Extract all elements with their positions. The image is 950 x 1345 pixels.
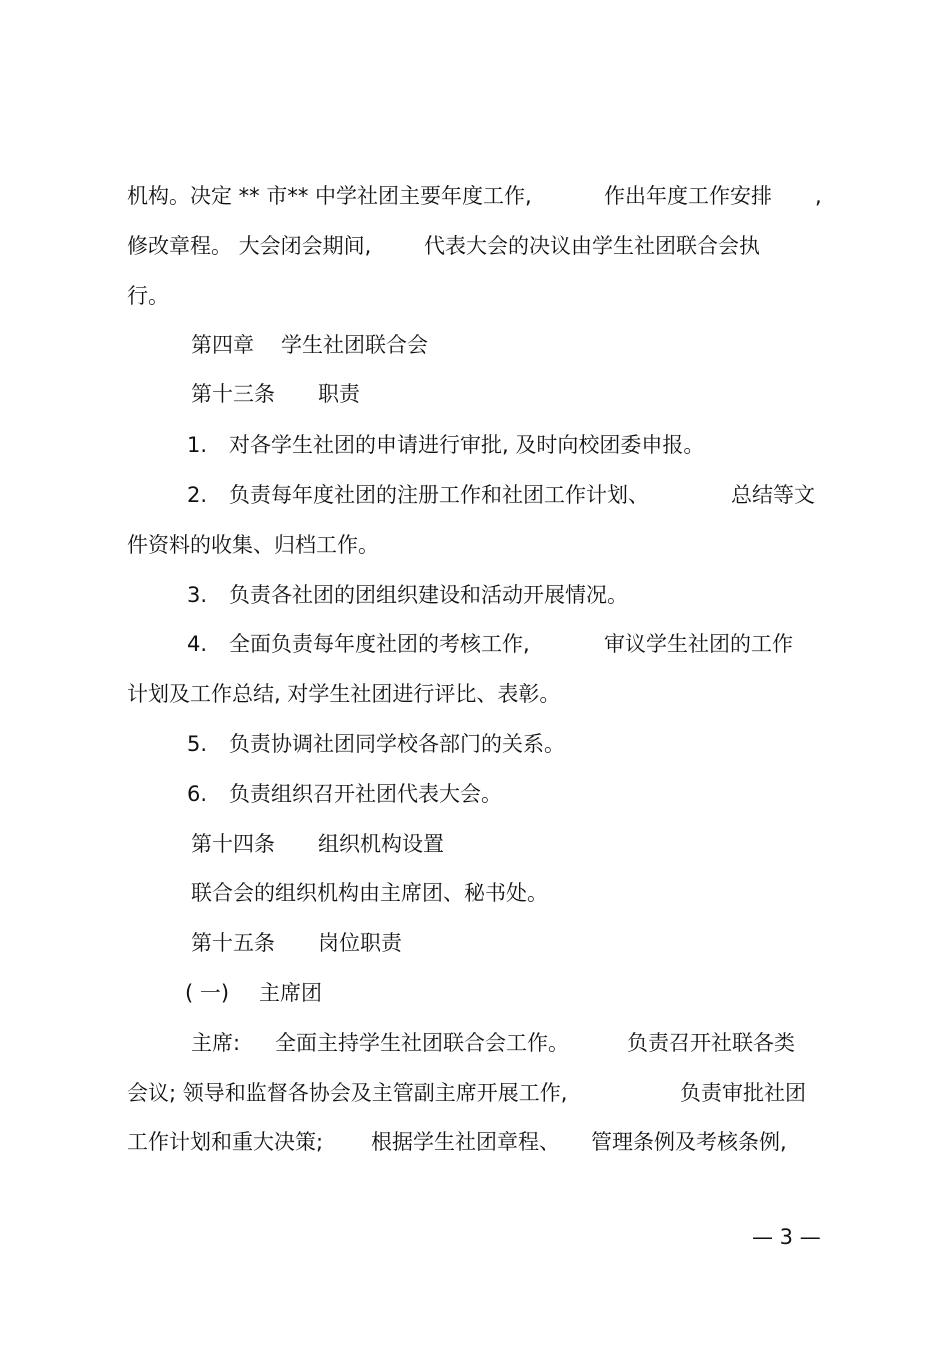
text-segment: 管理条例及考核条例, bbox=[591, 1130, 787, 1154]
text-segment: 负责组织召开社团代表大会。 bbox=[229, 782, 502, 806]
list-number: 6. bbox=[187, 782, 208, 806]
text-segment: 主席: bbox=[191, 1031, 241, 1055]
text-segment: 联合会的组织机构由主席团、秘书处。 bbox=[191, 881, 548, 905]
list-number: 5. bbox=[187, 732, 208, 756]
list-item bbox=[0, 629, 950, 659]
chapter-heading bbox=[0, 330, 950, 360]
text-line bbox=[0, 878, 950, 908]
article-number: 第十三条 bbox=[191, 382, 275, 406]
list-number: 1. bbox=[187, 433, 208, 457]
text-line bbox=[0, 679, 950, 709]
chapter-title: 学生社团联合会 bbox=[281, 333, 428, 357]
text-segment: 修改章程。 大会闭会期间, bbox=[127, 234, 372, 258]
article-number: 第十四条 bbox=[191, 832, 275, 856]
text-segment: 行。 bbox=[127, 284, 169, 308]
text-line bbox=[0, 181, 950, 211]
text-segment: 作出年度工作安排 bbox=[604, 184, 772, 208]
list-number: 4. bbox=[187, 632, 208, 656]
article-heading bbox=[0, 829, 950, 859]
text-line bbox=[0, 1127, 950, 1157]
article-title: 职责 bbox=[318, 382, 360, 406]
page-number: — 3 — bbox=[752, 1225, 821, 1249]
article-number: 第十五条 bbox=[191, 931, 275, 955]
text-segment: 负责各社团的团组织建设和活动开展情况。 bbox=[229, 583, 628, 607]
section-title: 主席团 bbox=[259, 981, 322, 1005]
text-segment: 根据学生社团章程、 bbox=[371, 1130, 560, 1154]
text-segment: 件资料的收集、归档工作。 bbox=[127, 533, 379, 557]
list-number: 2. bbox=[187, 483, 208, 507]
text-segment: 负责召开社联各类 bbox=[627, 1031, 795, 1055]
text-segment: 负责协调社团同学校各部门的关系。 bbox=[229, 732, 565, 756]
text-line bbox=[0, 281, 950, 311]
section-heading bbox=[0, 978, 950, 1008]
text-segment: 对各学生社团的申请进行审批, 及时向校团委申报。 bbox=[229, 433, 705, 457]
text-segment: 负责审批社团 bbox=[680, 1081, 806, 1105]
text-segment: 全面负责每年度社团的考核工作, bbox=[229, 632, 530, 656]
list-item bbox=[0, 430, 950, 460]
text-segment: 审议学生社团的工作 bbox=[604, 632, 793, 656]
list-item bbox=[0, 580, 950, 610]
text-segment: 代表大会的决议由学生社团联合会执 bbox=[424, 234, 760, 258]
chapter-number: 第四章 bbox=[191, 333, 254, 357]
text-segment: 总结等文 bbox=[731, 483, 815, 507]
text-line bbox=[0, 530, 950, 560]
text-segment: 工作计划和重大决策; bbox=[127, 1130, 324, 1154]
text-segment: 计划及工作总结, 对学生社团进行评比、表彰。 bbox=[127, 682, 561, 706]
text-segment: 会议; 领导和监督各协会及主管副主席开展工作, bbox=[127, 1081, 568, 1105]
text-segment: 机构。决定 ** 市** 中学社团主要年度工作, bbox=[127, 184, 532, 208]
article-title: 岗位职责 bbox=[318, 931, 402, 955]
list-item bbox=[0, 729, 950, 759]
list-item bbox=[0, 480, 950, 510]
text-segment: 全面主持学生社团联合会工作。 bbox=[275, 1031, 569, 1055]
section-number: ( 一) bbox=[185, 981, 230, 1005]
article-heading bbox=[0, 928, 950, 958]
text-segment: , bbox=[815, 184, 822, 208]
article-heading bbox=[0, 379, 950, 409]
text-line bbox=[0, 231, 950, 261]
list-item bbox=[0, 779, 950, 809]
list-number: 3. bbox=[187, 583, 208, 607]
text-segment: 负责每年度社团的注册工作和社团工作计划、 bbox=[229, 483, 649, 507]
text-line bbox=[0, 1028, 950, 1058]
text-line bbox=[0, 1078, 950, 1108]
article-title: 组织机构设置 bbox=[318, 832, 444, 856]
